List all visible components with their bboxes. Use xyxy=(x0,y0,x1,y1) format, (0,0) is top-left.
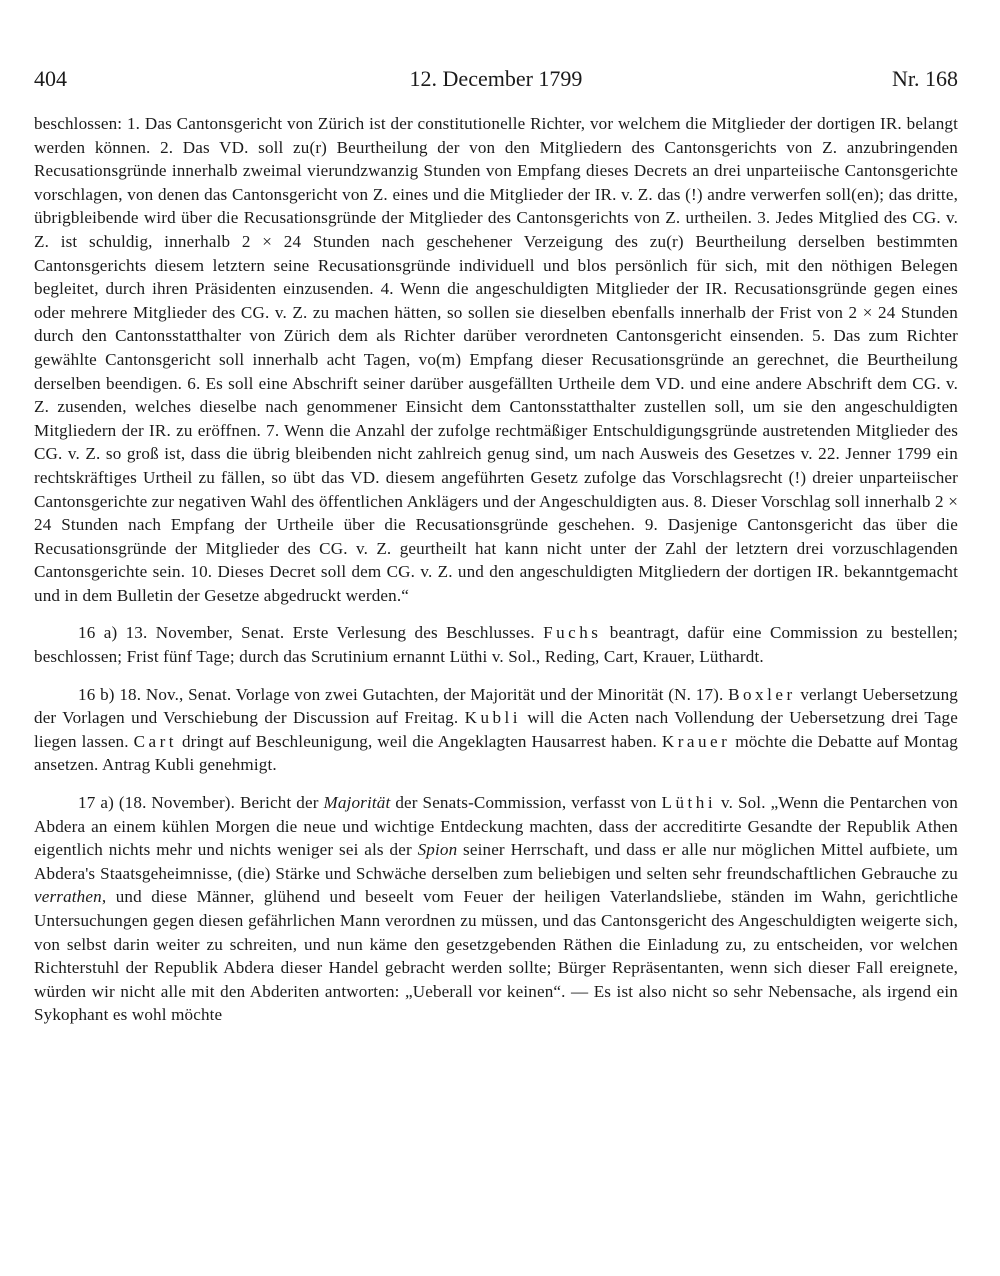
body-text xyxy=(34,112,958,1041)
text-segment: seiner Herrschaft, und dass er alle nur möglichen Mittel aufbiete, um Abdera's Staatsgeheimnisse, (die) Stärke und Schwäche derselben zum beliebigen und selten sehr freundschaftlichen Gebrauche zu xyxy=(34,840,958,883)
text-segment: beschlossen: 1. Das Cantonsgericht von Zürich ist der constitutionelle Richter, vor welchem die Mitglieder der dortigen IR. belangt werden können. 2. Das VD. soll zu(r) Beurtheilung der von den Mitgliedern des Cantonsgerichts von Z. anzubringenden Recusationsgründe innerhalb zweimal vierundzwanzig Stunden von Empfang dieses Decrets an drei unparteiische Cantonsgerichte vorschlagen, von denen das Cantonsgericht von Z. eines und die Mitglieder der IR. v. Z. das (!) andre verwerfen soll(en); das dritte, übrigbleibende wird über die Recusationsgründe der Mitglieder des Cantonsgerichts von Z. urtheilen. 3. Jedes Mitglied des CG. v. Z. ist schuldig, innerhalb 2 × 24 Stunden nach geschehener Verzeigung des zu(r) Beurtheilung derselben bestimmten Cantonsgerichts diesem letztern seine Recusationsgründe individuell und blos persönlich für sich, mit den nöthigen Belegen begleitet, durch ihren Präsidenten einzusenden. 4. Wenn die angeschuldigten Mitglieder der IR. Recusationsgründe gegen eines oder mehrere Mitglieder des CG. v. Z. zu machen hätten, so sollen sie dieselben ebenfalls innerhalb der Frist von 2 × 24 Stunden durch den Cantonsstatthalter von Zürich dem als Richter darüber verordneten Cantonsgericht einsenden. 5. Das zum Richter gewählte Cantonsgericht soll innerhalb acht Tagen, vo(m) Empfang dieser Recusationsgründe an gerechnet, die Beurtheilung derselben beendigen. 6. Es soll eine Abschrift seiner darüber ausgefällten Urtheile dem VD. und eine andere Abschrift dem CG. v. Z. zusenden, welches dieselbe nach genommener Einsicht dem Cantonsstatthalter zustellen soll, um sie den angeschuldigten Mitgliedern der IR. zu eröffnen. 7. Wenn die Anzahl der zufolge rechtmäßiger Entschuldigungsgründe austretenden Mitglieder des CG. v. Z. so groß ist, dass die übrig bleibenden nicht zahlreich genug sind, um nach Ausweis des Gesetzes v. 22. Jenner 1799 ein rechtskräftiges Urtheil zu fällen, so übt das VD. diesem angeführten Gesetz zufolge das Vorschlagsrecht (!) dreier unparteiischer Cantonsgerichte zur negativen Wahl des öffentlichen Anklägers und der Angeschuldigten aus. 8. Dieser Vorschlag soll innerhalb 2 × 24 Stunden nach Empfang der Urtheile über die Recusationsgründe geschehen. 9. Dasjenige Cantonsgericht das über die Recusationsgründe der Mitglieder des CG. v. Z. geurtheilt hat kann nicht unter der Zahl der letztern drei vorzuschlagenden Cantonsgerichte sein. 10. Dieses Decret soll dem CG. v. Z. und den angeschuldigten Mitgliedern der dortigen IR. bekanntgemacht und in dem Bulletin der Gesetze abgedruckt werden.“ xyxy=(34,114,958,605)
text-segment: beantragt, dafür eine Commission zu bestellen; beschlossen; Frist fünf Tage; durch das Scrutinium ernannt Lüthi v. Sol., Reding, Cart, Krauer, Lüthardt. xyxy=(34,623,958,667)
text-segment: 16 a) 13. November, Senat. Erste Verlesung des Beschlusses. xyxy=(78,623,544,643)
text-segment: der Senats-Commission, verfasst von xyxy=(390,793,662,813)
speaker-name: Kubli xyxy=(464,708,522,728)
text-segment: 16 b) 18. Nov., Senat. Vorlage von zwei Gutachten, der Majorität und der Minorität (N. 17). xyxy=(78,684,729,704)
document-number: Nr. 168 xyxy=(892,66,958,91)
speaker-name: Lüthi xyxy=(661,793,717,813)
page-header xyxy=(34,66,958,96)
emphasis-text: Spion xyxy=(417,840,458,860)
emphasis-text: verrathen xyxy=(34,887,102,907)
paragraph xyxy=(34,621,958,668)
text-segment: möchte die Debatte auf Montag ansetzen. Antrag Kubli genehmigt. xyxy=(34,731,958,775)
speaker-name: Fuchs xyxy=(543,623,602,643)
speaker-name: Krauer xyxy=(661,731,731,751)
paragraph xyxy=(34,683,958,777)
emphasis-text: Majorität xyxy=(323,793,391,813)
speaker-name: Cart xyxy=(133,731,178,751)
speaker-name: Boxler xyxy=(728,684,796,704)
text-segment: will die Acten nach Vollendung der Uebersetzung drei Tage liegen lassen. xyxy=(34,708,958,751)
text-segment: dringt auf Beschleunigung, weil die Angeklagten Hausarrest haben. xyxy=(177,731,662,751)
text-segment: v. Sol. „Wenn die Pentarchen von Abdera an einem kühlen Morgen die neue und wichtige Entdeckung machten, dass der accreditirte Gesandte der Republik Athen eigentlich nichts mehr und nichts weniger sei als der xyxy=(34,793,959,860)
page-number: 404 xyxy=(34,66,67,91)
text-segment: verlangt Uebersetzung der Vorlagen und Verschiebung der Discussion auf Freitag. xyxy=(34,684,959,728)
page-date: 12. December 1799 xyxy=(409,66,583,91)
text-segment: , und diese Männer, glühend und beseelt vom Feuer der heiligen Vaterlandsliebe, ständen im Wahn, gerichtliche Untersuchungen gegen diesen gefährlichen Mann verordnen zu müssen, und das Cantonsgericht des Angeschuldigten weigerte sich, von selbst darin weiter zu schreiten, und nun käme den gesetzgebenden Räthen die Einladung zu, zu entscheiden, vor welchen Richterstuhl der Republik Abdera dieser Handel gebracht werden sollte; Bürger Repräsentanten, wenn sich dieser Fall ereignete, würden wir nicht alle mit den Abderiten antworten: „Ueberall vor keinen“. — Es ist also nicht so sehr Nebensache, als irgend ein Sykophant es wohl möchte xyxy=(34,887,958,1025)
paragraph xyxy=(34,791,958,1027)
text-segment: 17 a) (18. November). Bericht der xyxy=(78,793,324,813)
paragraph xyxy=(34,112,958,607)
